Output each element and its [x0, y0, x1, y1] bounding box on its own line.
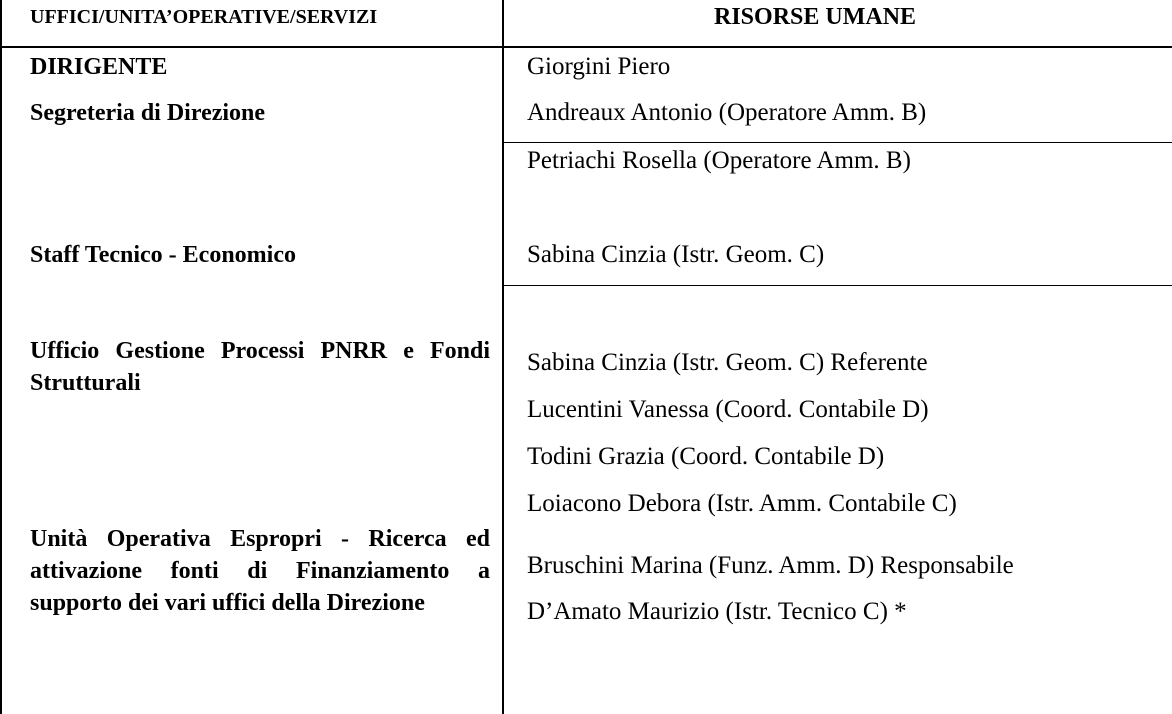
person-petriachi: Petriachi Rosella (Operatore Amm. B): [527, 147, 911, 174]
office-segreteria: Segreteria di Direzione: [30, 100, 266, 126]
office-staff: Staff Tecnico - Economico: [30, 242, 296, 268]
row-rule-petriachi: [503, 142, 1172, 143]
office-espropri: Unità Operativa Espropri - Ricerca ed attivazione fonti di Finanziamento a supporto dei vari uffici della Direzione: [30, 526, 490, 616]
person-bruschini: Bruschini Marina (Funz. Amm. D) Responsabile: [527, 552, 1014, 579]
person-sabina-referente: Sabina Cinzia (Istr. Geom. C) Referente: [527, 349, 928, 376]
header-risorse-umane: RISORSE UMANE: [714, 4, 917, 30]
column-divider: [502, 0, 504, 714]
person-damato: D’Amato Maurizio (Istr. Tecnico C) *: [527, 598, 907, 625]
header-bottom-rule: [0, 46, 1172, 48]
row-rule-staff: [503, 285, 1172, 286]
person-loiacono: Loiacono Debora (Istr. Amm. Contabile C): [527, 490, 957, 517]
person-giorgini: Giorgini Piero: [527, 53, 671, 80]
table-left-border: [0, 0, 2, 714]
person-lucentini: Lucentini Vanessa (Coord. Contabile D): [527, 396, 929, 423]
office-dirigente: DIRIGENTE: [30, 54, 168, 80]
header-uffici: UFFICI/UNITA’OPERATIVE/SERVIZI: [30, 6, 378, 28]
person-sabina-staff: Sabina Cinzia (Istr. Geom. C): [527, 241, 825, 268]
office-pnrr: Ufficio Gestione Processi PNRR e Fondi Strutturali: [30, 338, 490, 396]
person-todini: Todini Grazia (Coord. Contabile D): [527, 443, 885, 470]
person-andreaux: Andreaux Antonio (Operatore Amm. B): [527, 99, 927, 126]
